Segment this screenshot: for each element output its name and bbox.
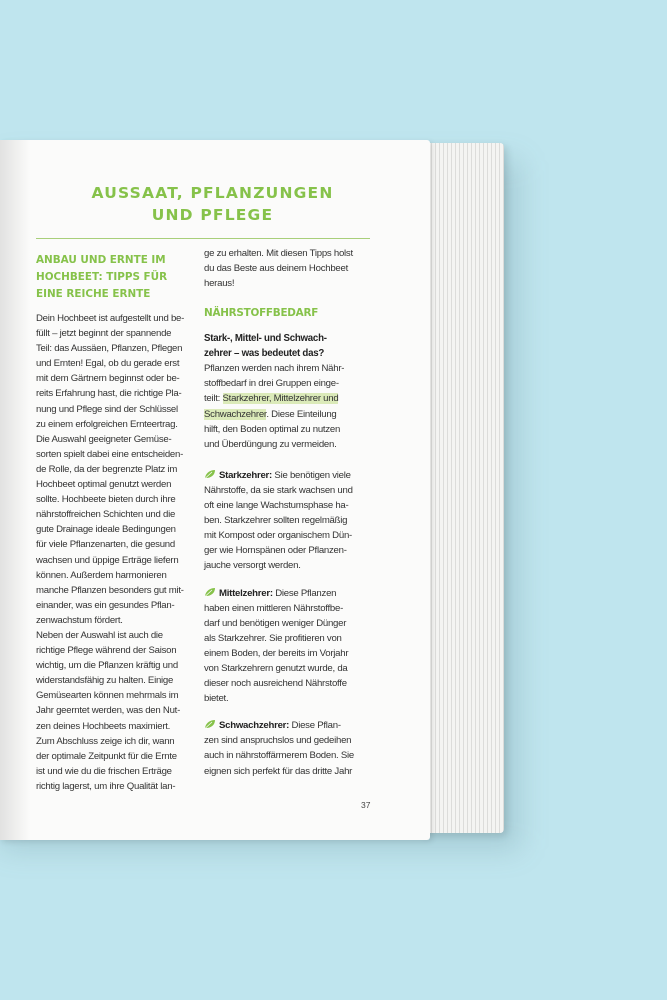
- list-item-mittelzehrer: [204, 586, 372, 707]
- text-line: eignen sich perfekt für das dritte Jahr: [204, 765, 353, 777]
- section-heading-naehrstoffbedarf: NÄHRSTOFFBEDARF: [204, 307, 319, 320]
- text-line: Hochbeet optimal genutzt werden: [36, 479, 172, 491]
- paragraph-naehrstoff: [204, 361, 372, 452]
- text-line: Gemüsearten können mehrmals im: [36, 690, 179, 702]
- text-line: bietet.: [204, 693, 229, 705]
- text-line: Diese Pflan-: [289, 720, 341, 732]
- text-line: Die Auswahl geeigneter Gemüse-: [36, 433, 172, 445]
- heading-line: EINE REICHE ERNTE: [36, 288, 151, 300]
- chapter-title-line-2: UND PFLEGE: [151, 206, 274, 224]
- leaf-icon: [204, 469, 216, 479]
- item-text: [204, 468, 372, 574]
- page-edges: [420, 143, 504, 833]
- text-line: Nährstoffe, da sie stark wachsen und: [204, 484, 353, 496]
- leaf-icon: [204, 587, 216, 597]
- text-line: von Starkzehrern genutzt wurde, da: [204, 662, 348, 674]
- text-line: sollte. Hochbeete bieten durch ihre: [36, 494, 176, 506]
- title-divider: [36, 238, 370, 239]
- heading-line: HOCHBEET: TIPPS FÜR: [36, 271, 168, 283]
- highlighted-text: Starkzehrer, Mittelzehrer und: [222, 393, 339, 405]
- text-line: teilt:: [204, 393, 223, 405]
- text-line: nährstoffreichen Schichten und die: [36, 509, 176, 521]
- text-line: Jahr geerntet werden, was den Nut-: [36, 705, 181, 717]
- text-line: ben. Starkzehrer sollten regelmäßig: [204, 515, 348, 527]
- text-line: manche Pflanzen besonders gut mit-: [36, 584, 184, 596]
- text-line: sorten spielt dabei eine entscheiden-: [36, 448, 184, 460]
- item-term: Mittelzehrer:: [219, 587, 273, 599]
- text-line: haben einen mittleren Nährstoffbe-: [204, 602, 344, 614]
- book-page: [0, 140, 430, 840]
- text-line: auch in nährstoffärmerem Boden. Sie: [204, 750, 354, 762]
- leaf-icon: [204, 719, 216, 729]
- text-line: als Starkzehrer. Sie profitieren von: [204, 632, 342, 644]
- text-line: jauche versorgt werden.: [204, 560, 301, 572]
- text-line: wachsen und üppige Erträge liefern: [36, 554, 179, 566]
- text-line: nung und Pflege sind der Schlüssel: [36, 403, 178, 415]
- list-item-schwachzehrer: [204, 718, 372, 778]
- text-line: gute Drainage ideale Bedingungen: [36, 524, 176, 536]
- intro-text: [204, 246, 372, 291]
- text-line: für viele Pflanzenarten, die gesund: [36, 539, 175, 551]
- subheading: [204, 331, 372, 361]
- subheading-line: zehrer – was bedeutet das?: [204, 348, 325, 360]
- text-line: de Rolle, da der begrenzte Platz im: [36, 463, 178, 475]
- text-line: mit Kompost oder organischem Dün-: [204, 530, 352, 542]
- section-heading-anbau: [36, 252, 189, 303]
- text-line: reits Erfahrung hast, die richtige Pla-: [36, 388, 182, 400]
- text-line: ist und wie du die frischen Erträge: [36, 765, 172, 777]
- right-column: [204, 246, 372, 779]
- text-line: heraus!: [204, 278, 235, 290]
- text-line: zenwachstum fördert.: [36, 614, 123, 626]
- page-number: 37: [361, 800, 371, 810]
- text-line: füllt – jetzt beginnt der spannende: [36, 328, 172, 340]
- text-line: mit dem Gärtnern beginnst oder be-: [36, 373, 180, 385]
- item-term: Schwachzehrer:: [219, 720, 290, 732]
- text-line: und Überdüngung zu vermeiden.: [204, 438, 337, 450]
- item-text: [204, 718, 372, 778]
- text-line: widerstandsfähig zu halten. Einige: [36, 675, 174, 687]
- text-line: stoffbedarf in drei Gruppen einge-: [204, 378, 339, 390]
- text-line: richtig lagerst, um ihre Qualität lan-: [36, 780, 176, 792]
- text-line: wichtig, um die Pflanzen kräftig und: [36, 660, 178, 672]
- text-line: einem Boden, der bereits im Vorjahr: [204, 647, 349, 659]
- text-line: Sie benötigen viele: [272, 469, 351, 481]
- text-line: . Diese Einteilung: [266, 408, 337, 420]
- chapter-title: [40, 182, 385, 226]
- text-line: zen deines Hochbeets maximiert.: [36, 720, 171, 732]
- text-line: Zum Abschluss zeige ich dir, wann: [36, 735, 175, 747]
- highlighted-text: Schwachzehrer: [204, 408, 267, 420]
- text-line: Diese Pflanzen: [272, 587, 337, 599]
- text-line: Pflanzen werden nach ihrem Nähr-: [204, 363, 345, 375]
- text-line: zu einem erfolgreichen Ernteertrag.: [36, 418, 178, 430]
- left-column: [36, 252, 189, 794]
- page-gutter-shade: [0, 140, 30, 840]
- item-text: [204, 586, 372, 707]
- text-line: richtige Pflege während der Saison: [36, 645, 177, 657]
- heading-line: ANBAU UND ERNTE IM: [36, 254, 166, 266]
- text-line: ge zu erhalten. Mit diesen Tipps holst: [204, 248, 353, 259]
- text-line: Teil: das Aussäen, Pflanzen, Pflegen: [36, 343, 183, 355]
- text-line: oft eine lange Wachstumsphase ha-: [204, 500, 349, 512]
- item-term: Starkzehrer:: [219, 469, 272, 481]
- text-line: hilft, den Boden optimal zu nutzen: [204, 423, 341, 435]
- subheading-line: Stark-, Mittel- und Schwach-: [204, 333, 327, 345]
- list-item-starkzehrer: [204, 468, 372, 574]
- text-line: Dein Hochbeet ist aufgestellt und be-: [36, 313, 185, 324]
- body-text-left: [36, 311, 189, 794]
- text-line: und Ernten! Egal, ob du gerade erst: [36, 358, 180, 370]
- text-line: können. Außerdem harmonieren: [36, 569, 167, 581]
- text-line: dieser noch ausreichend Nährstoffe: [204, 678, 347, 690]
- text-line: der optimale Zeitpunkt für die Ernte: [36, 750, 177, 762]
- text-line: zen sind anspruchslos und gedeihen: [204, 735, 352, 747]
- text-line: du das Beste aus deinem Hochbeet: [204, 263, 349, 275]
- text-line: Neben der Auswahl ist auch die: [36, 629, 163, 641]
- text-line: ger wie Hornspänen oder Pflanzen-: [204, 545, 347, 557]
- text-line: darf und benötigen weniger Dünger: [204, 617, 347, 629]
- chapter-title-line-1: AUSSAAT, PFLANZUNGEN: [91, 184, 334, 202]
- text-line: einander, was ein gesundes Pflan-: [36, 599, 175, 611]
